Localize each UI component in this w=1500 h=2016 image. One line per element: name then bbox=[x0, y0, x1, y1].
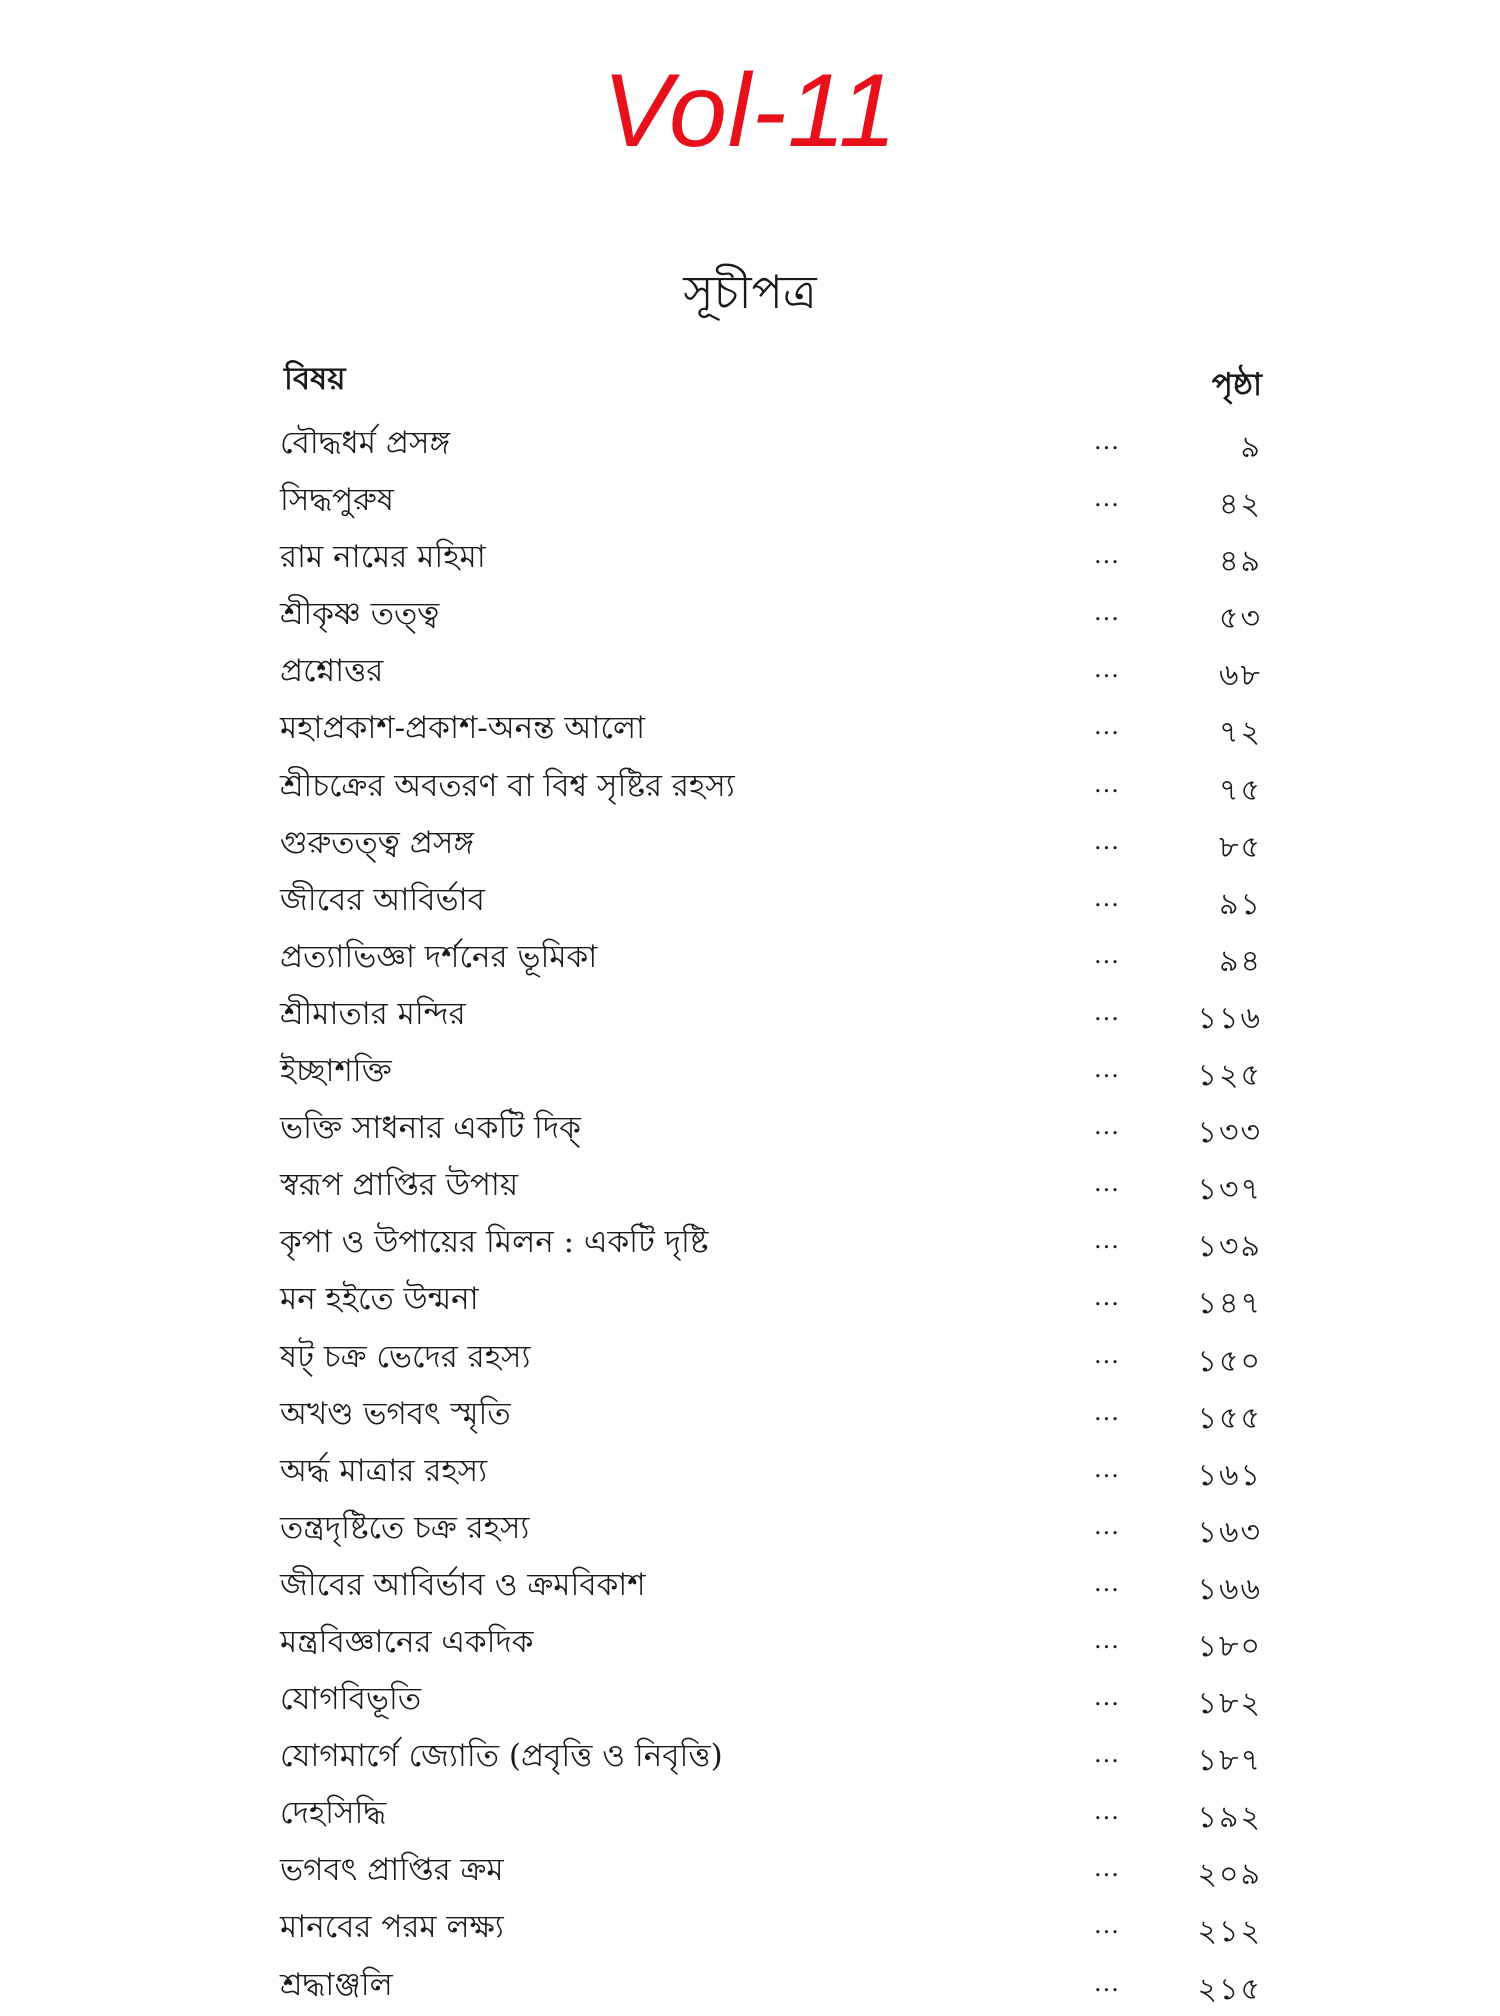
entry-page-number: ১৮৭ bbox=[1197, 1743, 1262, 1779]
toc-entry bbox=[272, 756, 1262, 813]
entry-page-number: ২০৯ bbox=[1197, 1857, 1262, 1893]
toc-entry bbox=[272, 1726, 1262, 1783]
toc-entry bbox=[272, 1212, 1262, 1269]
leader-dots: ... bbox=[1094, 1568, 1120, 1597]
leader-dots: ... bbox=[1094, 541, 1120, 570]
leader-dots: ... bbox=[1094, 769, 1120, 798]
entry-title: মন হইতে উন্মনা bbox=[280, 1281, 479, 1318]
entry-page-number: ১৬৩ bbox=[1197, 1514, 1262, 1550]
entry-title: শ্রীচক্রের অবতরণ বা বিশ্ব সৃষ্টির রহস্য bbox=[280, 767, 735, 804]
leader-dots: ... bbox=[1094, 883, 1120, 912]
leader-dots: ... bbox=[1094, 484, 1120, 513]
entry-page-number: ১১৬ bbox=[1197, 1000, 1262, 1036]
entry-page-number: ৮৫ bbox=[1219, 829, 1262, 865]
leader-dots: ... bbox=[1094, 997, 1120, 1026]
toc-entry bbox=[272, 1441, 1262, 1498]
entry-title: দেহসিদ্ধি bbox=[280, 1795, 387, 1832]
leader-dots: ... bbox=[1094, 1740, 1120, 1769]
toc-entry bbox=[272, 1783, 1262, 1840]
leader-dots: ... bbox=[1094, 655, 1120, 684]
entry-page-number: ৭২ bbox=[1218, 715, 1262, 751]
entry-title: মহাপ্রকাশ-প্রকাশ-অনন্ত আলো bbox=[280, 710, 646, 747]
entry-title: গুরুতত্ত্ব প্রসঙ্গ bbox=[280, 824, 474, 861]
entry-page-number: ১৬১ bbox=[1197, 1457, 1262, 1493]
toc-entry bbox=[272, 1840, 1262, 1897]
entry-title: সিদ্ধপুরুষ bbox=[280, 482, 395, 519]
entry-title: যোগমার্গে জ্যোতি (প্রবৃত্তি ও নিবৃত্তি) bbox=[280, 1738, 723, 1775]
entry-page-number: ১৯২ bbox=[1197, 1800, 1262, 1836]
leader-dots: ... bbox=[1094, 940, 1120, 969]
toc-entry bbox=[272, 813, 1262, 870]
entry-page-number: ৪২ bbox=[1219, 487, 1262, 523]
entry-title: শ্রীকৃষ্ণ তত্ত্ব bbox=[280, 596, 440, 633]
leader-dots: ... bbox=[1094, 1283, 1120, 1312]
toc-entry bbox=[272, 1155, 1262, 1212]
entry-title: স্বরূপ প্রাপ্তির উপায় bbox=[280, 1167, 519, 1204]
toc-entry bbox=[272, 470, 1262, 527]
entry-title: ষট্ চক্র ভেদের রহস্য bbox=[280, 1338, 531, 1375]
toc-entry bbox=[272, 1098, 1262, 1155]
entry-title: জীবের আবির্ভাব ও ক্রমবিকাশ bbox=[280, 1566, 646, 1603]
entry-page-number: ৪৯ bbox=[1219, 544, 1262, 580]
entry-title: বৌদ্ধধর্ম প্রসঙ্গ bbox=[280, 425, 451, 461]
page-title: সূচীপত্র bbox=[683, 265, 817, 319]
leader-dots: ... bbox=[1094, 1968, 1120, 1997]
toc-entry bbox=[272, 927, 1262, 984]
entry-page-number: ২১২ bbox=[1197, 1914, 1262, 1950]
leader-dots: ... bbox=[1094, 1511, 1120, 1540]
entry-page-number: ১৩৩ bbox=[1197, 1115, 1262, 1151]
entry-title: কৃপা ও উপায়ের মিলন : একটি দৃষ্টি bbox=[280, 1224, 709, 1261]
entry-page-number: ১৩৭ bbox=[1197, 1172, 1262, 1208]
leader-dots: ... bbox=[1094, 826, 1120, 855]
entry-page-number: ৯১ bbox=[1219, 886, 1262, 922]
volume-label: Vol-11 bbox=[602, 53, 898, 169]
toc-entry bbox=[272, 870, 1262, 927]
subject-column-header: বিষয় bbox=[284, 361, 346, 397]
toc-entry bbox=[272, 413, 1262, 470]
toc-entry bbox=[272, 1555, 1262, 1612]
entry-title: শ্রদ্ধাঞ্জলি bbox=[280, 1966, 393, 2003]
entry-title: ভগবৎ প্রাপ্তির ক্রম bbox=[280, 1852, 504, 1889]
entry-page-number: ২১৫ bbox=[1197, 1971, 1262, 2007]
entry-title: মানবের পরম লক্ষ্য bbox=[280, 1909, 504, 1946]
toc-entry bbox=[272, 527, 1262, 584]
leader-dots: ... bbox=[1094, 1169, 1120, 1198]
entry-page-number: ৯ bbox=[1240, 430, 1262, 465]
leader-dots: ... bbox=[1094, 712, 1120, 741]
entry-title: তন্ত্রদৃষ্টিতে চক্র রহস্য bbox=[280, 1509, 530, 1546]
toc-entry bbox=[272, 1384, 1262, 1441]
toc-entry bbox=[272, 641, 1262, 698]
entry-title: শ্রীমাতার মন্দির bbox=[280, 995, 466, 1032]
entry-title: অখণ্ড ভগবৎ স্মৃতি bbox=[280, 1395, 511, 1432]
leader-dots: ... bbox=[1094, 1454, 1120, 1483]
entry-page-number: ৬৮ bbox=[1219, 658, 1262, 694]
entry-page-number: ১৮২ bbox=[1197, 1686, 1262, 1722]
toc-entry bbox=[272, 1327, 1262, 1384]
toc-entry bbox=[272, 984, 1262, 1041]
entry-page-number: ১৪৭ bbox=[1197, 1286, 1262, 1322]
leader-dots: ... bbox=[1094, 1683, 1120, 1712]
toc-entry bbox=[272, 1897, 1262, 1954]
entry-page-number: ১২৫ bbox=[1197, 1058, 1262, 1094]
entry-page-number: ১৬৬ bbox=[1197, 1571, 1262, 1607]
entry-title: মন্ত্রবিজ্ঞানের একদিক bbox=[280, 1623, 534, 1660]
entry-title: প্রত্যাভিজ্ঞা দর্শনের ভূমিকা bbox=[280, 938, 598, 975]
entry-page-number: ১৫০ bbox=[1197, 1343, 1262, 1379]
entry-page-number: ৯৪ bbox=[1219, 943, 1262, 979]
entry-title: ইচ্ছাশক্তি bbox=[280, 1053, 392, 1090]
leader-dots: ... bbox=[1094, 1055, 1120, 1084]
toc-entry bbox=[272, 1041, 1262, 1098]
leader-dots: ... bbox=[1094, 598, 1120, 627]
entry-title: যোগবিভূতি bbox=[280, 1681, 422, 1718]
toc-entry bbox=[272, 1498, 1262, 1555]
entry-title: প্রশ্নোত্তর bbox=[280, 653, 384, 690]
toc-entry bbox=[272, 584, 1262, 641]
entry-page-number: ১৮০ bbox=[1197, 1628, 1262, 1664]
entry-page-number: ৭৫ bbox=[1219, 772, 1262, 808]
leader-dots: ... bbox=[1094, 1397, 1120, 1426]
toc-entry bbox=[272, 698, 1262, 755]
leader-dots: ... bbox=[1094, 1112, 1120, 1141]
leader-dots: ... bbox=[1094, 1340, 1120, 1369]
entry-title: জীবের আবির্ভাব bbox=[280, 881, 485, 918]
toc-entry bbox=[272, 1269, 1262, 1326]
leader-dots: ... bbox=[1094, 427, 1120, 455]
entry-page-number: ১৫৫ bbox=[1197, 1400, 1262, 1436]
page-column-header: পৃষ্ঠা bbox=[1211, 367, 1262, 403]
toc-entry bbox=[272, 1955, 1262, 2012]
entry-page-number: ১৩৯ bbox=[1197, 1229, 1262, 1265]
table-of-contents bbox=[272, 355, 1262, 2012]
leader-dots: ... bbox=[1094, 1625, 1120, 1654]
toc-header bbox=[272, 355, 1262, 413]
toc-entry bbox=[272, 1612, 1262, 1669]
leader-dots: ... bbox=[1094, 1854, 1120, 1883]
entry-page-number: ৫৩ bbox=[1219, 601, 1262, 637]
entry-title: ভক্তি সাধনার একটি দিক্ bbox=[280, 1110, 581, 1147]
entry-title: রাম নামের মহিমা bbox=[280, 539, 486, 576]
leader-dots: ... bbox=[1094, 1911, 1120, 1940]
entry-title: অর্দ্ধ মাত্রার রহস্য bbox=[280, 1452, 488, 1489]
leader-dots: ... bbox=[1094, 1226, 1120, 1255]
toc-entry bbox=[272, 1669, 1262, 1726]
leader-dots: ... bbox=[1094, 1797, 1120, 1826]
toc-entries bbox=[272, 413, 1262, 2012]
